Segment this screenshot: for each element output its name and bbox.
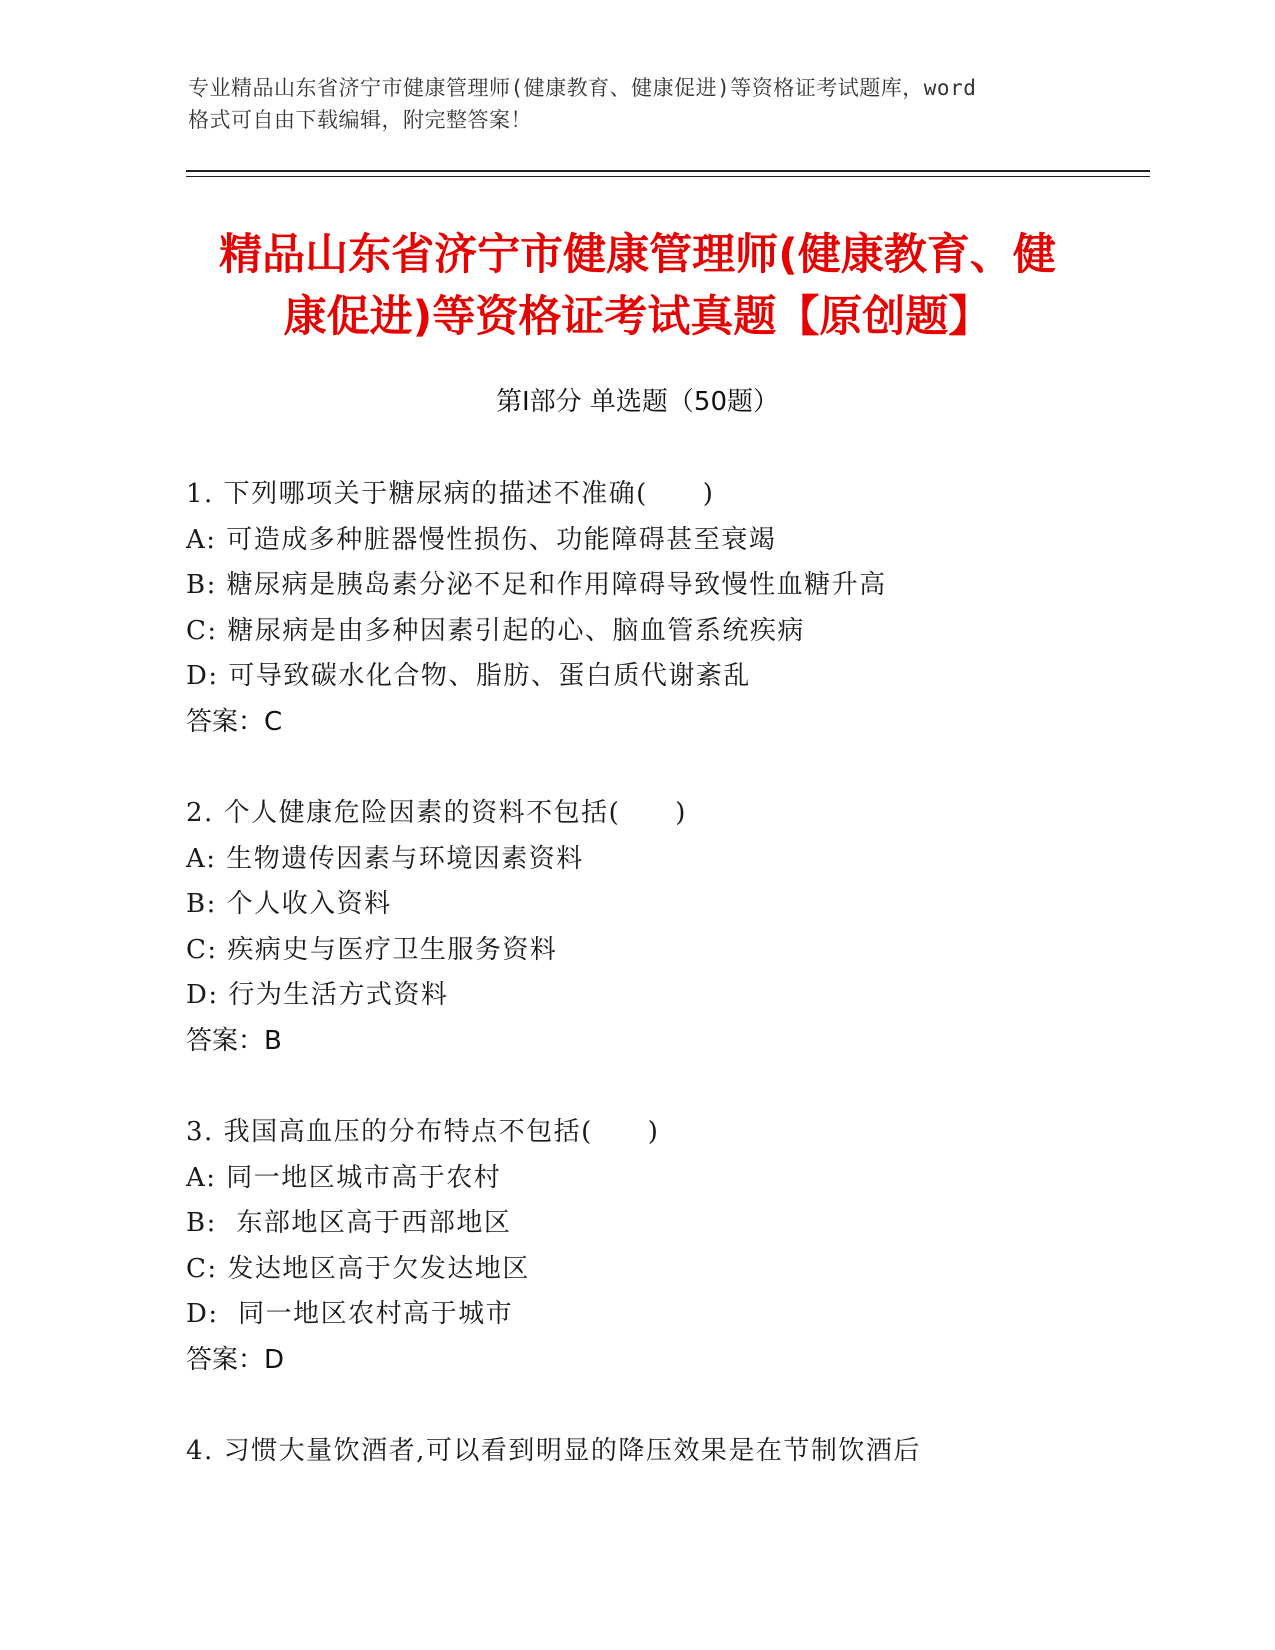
question-3 xyxy=(186,1110,1146,1383)
question-1 xyxy=(186,472,1146,745)
header-divider-thin xyxy=(186,176,1150,177)
option-d: D: 可导致碳水化合物、脂肪、蛋白质代谢紊乱 xyxy=(186,661,751,691)
header-note-line-2: 格式可自由下载编辑，附完整答案！ xyxy=(188,108,532,132)
question-stem: 4. 习惯大量饮酒者,可以看到明显的降压效果是在节制饮酒后 xyxy=(186,1436,921,1466)
option-c: C: 疾病史与医疗卫生服务资料 xyxy=(186,934,558,965)
answer: 答案：D xyxy=(186,1344,285,1375)
title-line-1: 精品山东省济宁市健康管理师(健康教育、健 xyxy=(219,230,1056,280)
option-b: B: 糖尿病是胰岛素分泌不足和作用障碍导致慢性血糖升高 xyxy=(186,570,887,600)
option-b: B: 东部地区高于西部地区 xyxy=(186,1208,512,1238)
section-heading: 第Ⅰ部分 单选题（50题） xyxy=(495,387,780,417)
question-stem: 1. 下列哪项关于糖尿病的描述不准确( ) xyxy=(186,479,715,509)
option-d: D: 行为生活方式资料 xyxy=(186,980,449,1010)
document-title xyxy=(150,224,1125,348)
title-line-2: 康促进)等资格证考试真题【原创题】 xyxy=(283,292,992,342)
document-header-note xyxy=(188,72,1088,136)
answer: 答案：B xyxy=(186,1025,282,1056)
question-stem: 3. 我国高血压的分布特点不包括( ) xyxy=(186,1117,660,1147)
option-a: A: 可造成多种脏器慢性损伤、功能障碍甚至衰竭 xyxy=(186,524,777,555)
option-c: C: 发达地区高于欠发达地区 xyxy=(186,1253,530,1284)
option-d: D: 同一地区农村高于城市 xyxy=(186,1299,514,1329)
option-b: B: 个人收入资料 xyxy=(186,889,392,919)
answer: 答案：C xyxy=(186,706,283,737)
question-2 xyxy=(186,791,1146,1064)
question-list xyxy=(186,472,1146,1521)
header-divider-thick xyxy=(186,170,1150,172)
question-4 xyxy=(186,1429,1146,1475)
header-note-line-1: 专业精品山东省济宁市健康管理师(健康教育、健康促进)等资格证考试题库，word xyxy=(188,76,977,100)
option-a: A: 生物遗传因素与环境因素资料 xyxy=(186,843,584,874)
option-a: A: 同一地区城市高于农村 xyxy=(186,1162,502,1193)
option-c: C: 糖尿病是由多种因素引起的心、脑血管系统疾病 xyxy=(186,615,805,646)
question-stem: 2. 个人健康危险因素的资料不包括( ) xyxy=(186,798,687,828)
